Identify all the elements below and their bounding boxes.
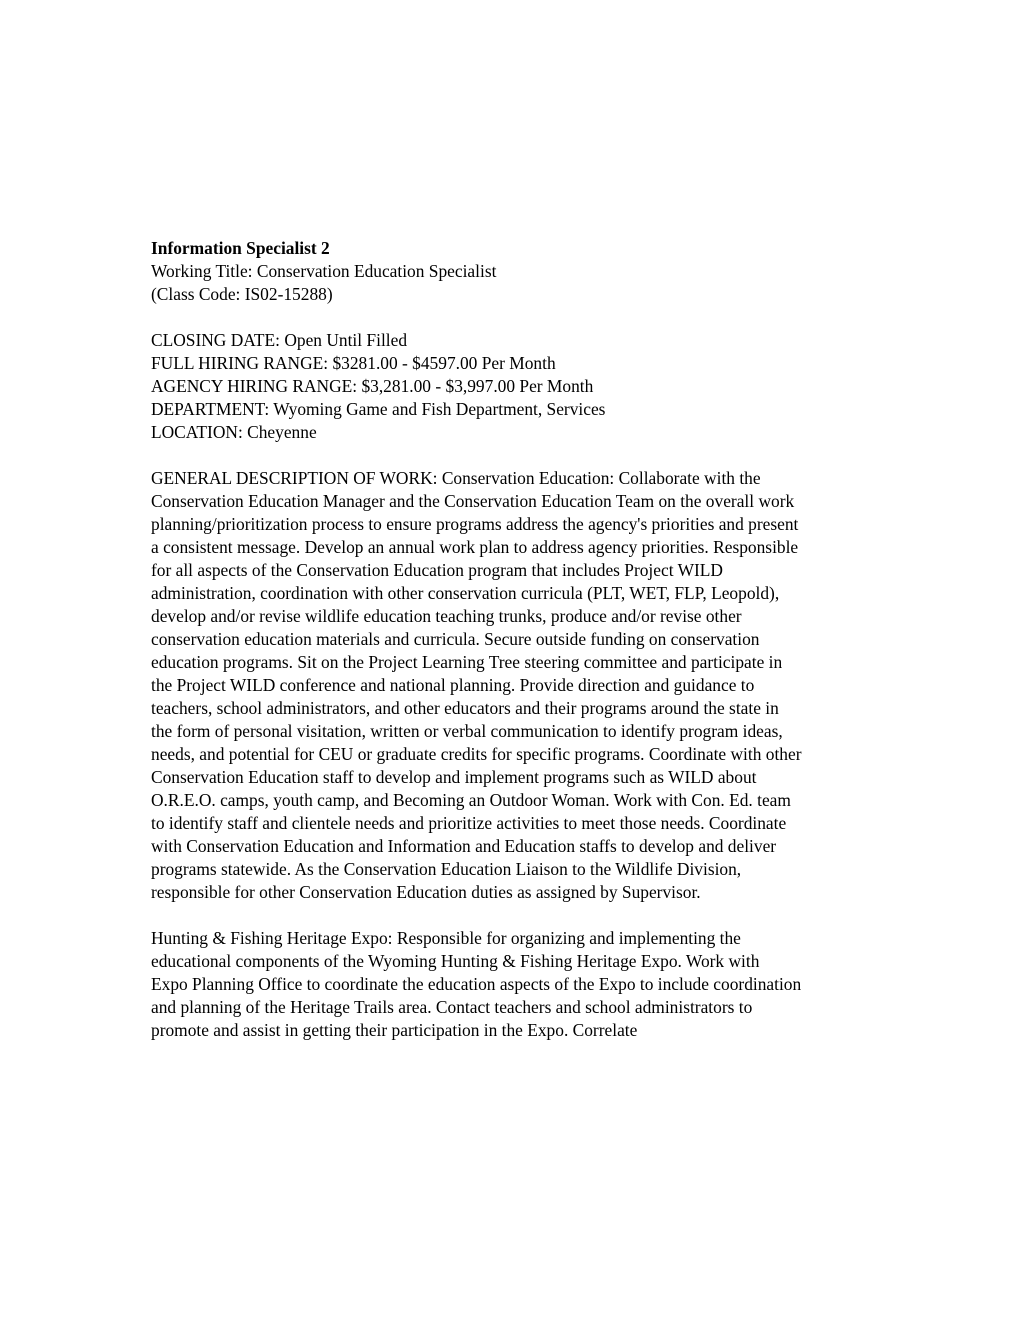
general-description-paragraph — [151, 467, 911, 904]
spacer — [151, 444, 911, 467]
paragraph-line: for all aspects of the Conservation Education program that includes Project WILD — [151, 560, 723, 580]
full-hiring-range: FULL HIRING RANGE: $3281.00 - $4597.00 Per Month — [151, 353, 556, 373]
paragraph-line: Conservation Education Manager and the Conservation Education Team on the overall work — [151, 491, 795, 511]
job-header — [151, 237, 911, 306]
location: LOCATION: Cheyenne — [151, 422, 317, 442]
agency-hiring-range: AGENCY HIRING RANGE: $3,281.00 - $3,997.00 Per Month — [151, 376, 594, 396]
paragraph-line: needs, and potential for CEU or graduate credits for specific programs. Coordinate with other — [151, 744, 802, 764]
paragraph-line: programs statewide. As the Conservation Education Liaison to the Wildlife Division, — [151, 859, 742, 879]
paragraph-line: the form of personal visitation, written or verbal communication to identify program ideas, — [151, 721, 783, 741]
working-title: Working Title: Conservation Education Specialist — [151, 261, 497, 281]
job-details — [151, 329, 911, 444]
paragraph-line: promote and assist in getting their participation in the Expo. Correlate — [151, 1020, 638, 1040]
paragraph-line: with Conservation Education and Information and Education staffs to develop and deliver — [151, 836, 777, 856]
closing-date: CLOSING DATE: Open Until Filled — [151, 330, 408, 350]
paragraph-line: the Project WILD conference and national planning. Provide direction and guidance to — [151, 675, 755, 695]
paragraph-line: to identify staff and clientele needs and prioritize activities to meet those needs. Coordinate — [151, 813, 787, 833]
paragraph-line: GENERAL DESCRIPTION OF WORK: Conservation Education: Collaborate with the — [151, 468, 761, 488]
document-page — [151, 237, 911, 1042]
paragraph-line: administration, coordination with other conservation curricula (PLT, WET, FLP, Leopold), — [151, 583, 780, 603]
paragraph-line: Expo Planning Office to coordinate the education aspects of the Expo to include coordination — [151, 974, 802, 994]
paragraph-line: a consistent message. Develop an annual work plan to address agency priorities. Responsible — [151, 537, 799, 557]
paragraph-line: O.R.E.O. camps, youth camp, and Becoming an Outdoor Woman. Work with Con. Ed. team — [151, 790, 791, 810]
paragraph-line: Hunting & Fishing Heritage Expo: Responsible for organizing and implementing the — [151, 928, 741, 948]
paragraph-line: develop and/or revise wildlife education teaching trunks, produce and/or revise other — [151, 606, 742, 626]
paragraph-line: conservation education materials and curricula. Secure outside funding on conservation — [151, 629, 760, 649]
paragraph-line: education programs. Sit on the Project Learning Tree steering committee and participate in — [151, 652, 783, 672]
paragraph-line: teachers, school administrators, and other educators and their programs around the state in — [151, 698, 779, 718]
department: DEPARTMENT: Wyoming Game and Fish Department, Services — [151, 399, 606, 419]
class-code: (Class Code: IS02-15288) — [151, 284, 333, 304]
paragraph-line: planning/prioritization process to ensure programs address the agency's priorities and present — [151, 514, 799, 534]
job-title: Information Specialist 2 — [151, 238, 330, 258]
spacer — [151, 306, 911, 329]
spacer — [151, 904, 911, 927]
expo-paragraph — [151, 927, 911, 1042]
paragraph-line: educational components of the Wyoming Hunting & Fishing Heritage Expo. Work with — [151, 951, 760, 971]
paragraph-line: Conservation Education staff to develop and implement programs such as WILD about — [151, 767, 757, 787]
paragraph-line: responsible for other Conservation Education duties as assigned by Supervisor. — [151, 882, 701, 902]
paragraph-line: and planning of the Heritage Trails area. Contact teachers and school administrators to — [151, 997, 753, 1017]
